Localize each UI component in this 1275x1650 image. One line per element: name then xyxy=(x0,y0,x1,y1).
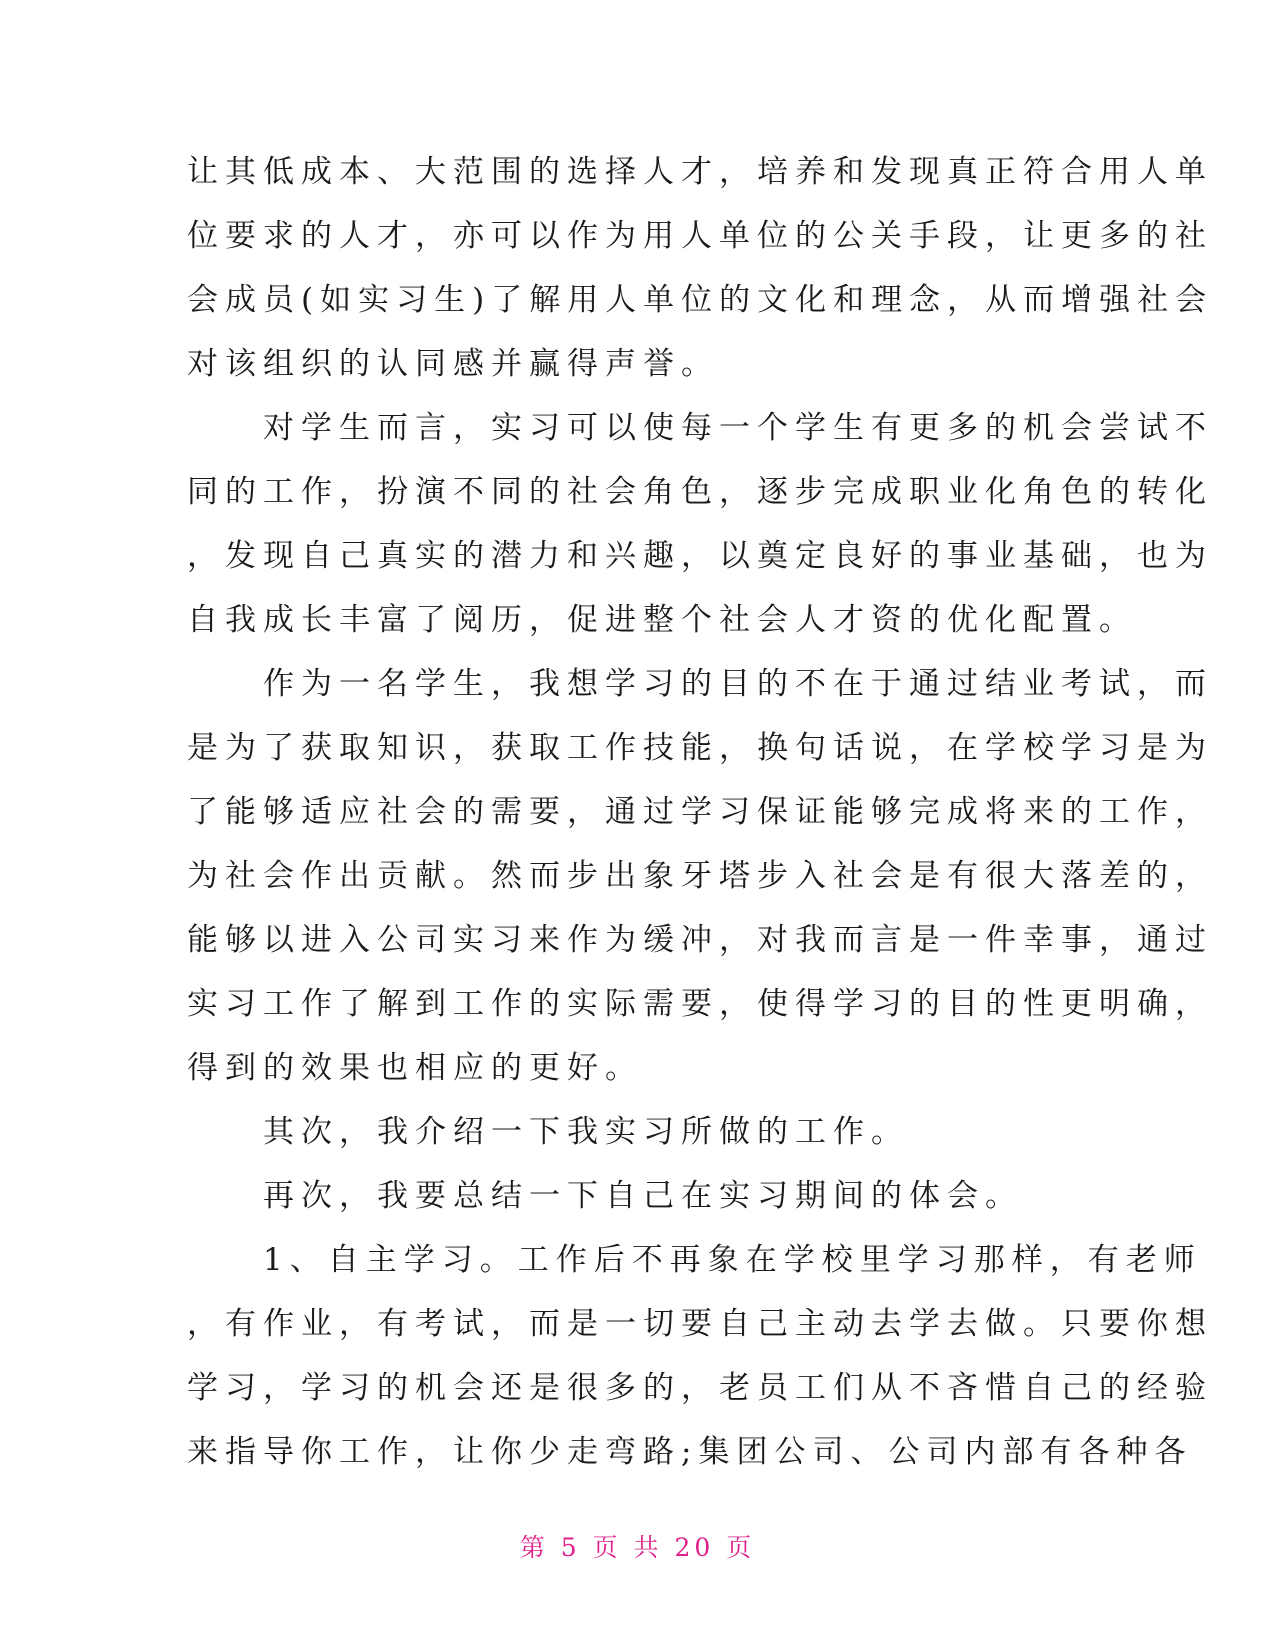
text-line: 是为了获取知识，获取工作技能，换句话说，在学校学习是为 xyxy=(187,730,1213,766)
text-line: 同的工作，扮演不同的社会角色，逐步完成职业化角色的转化 xyxy=(187,474,1213,510)
text-line: ，有作业，有考试，而是一切要自己主动去学去做。只要你想 xyxy=(187,1306,1213,1342)
text-line: 实习工作了解到工作的实际需要，使得学习的目的性更明确， xyxy=(187,986,1213,1022)
text-line: 学习，学习的机会还是很多的，老员工们从不吝惜自己的经验 xyxy=(187,1370,1213,1406)
text-line: 再次，我要总结一下自己在实习期间的体会。 xyxy=(187,1178,1023,1214)
text-line: 得到的效果也相应的更好。 xyxy=(187,1050,643,1086)
text-line: 其次，我介绍一下我实习所做的工作。 xyxy=(187,1114,909,1150)
body-text xyxy=(187,140,1214,1484)
text-line: 1、自主学习。工作后不再象在学校里学习那样，有老师 xyxy=(187,1242,1202,1278)
text-line: 作为一名学生，我想学习的目的不在于通过结业考试，而 xyxy=(187,666,1213,702)
text-line: ，发现自己真实的潜力和兴趣，以奠定良好的事业基础，也为 xyxy=(187,538,1213,574)
text-line: 让其低成本、大范围的选择人才，培养和发现真正符合用人单 xyxy=(187,154,1213,190)
text-line: 对学生而言，实习可以使每一个学生有更多的机会尝试不 xyxy=(187,410,1213,446)
text-line: 位要求的人才，亦可以作为用人单位的公关手段，让更多的社 xyxy=(187,218,1213,254)
text-line: 自我成长丰富了阅历，促进整个社会人才资的优化配置。 xyxy=(187,602,1137,638)
text-line: 了能够适应社会的需要，通过学习保证能够完成将来的工作， xyxy=(187,794,1213,830)
text-line: 会成员(如实习生)了解用人单位的文化和理念，从而增强社会 xyxy=(187,282,1214,318)
page-footer: 第 5 页 共 20 页 xyxy=(519,1533,756,1562)
text-line: 为社会作出贡献。然而步出象牙塔步入社会是有很大落差的， xyxy=(187,858,1213,894)
text-line: 能够以进入公司实习来作为缓冲，对我而言是一件幸事，通过 xyxy=(187,922,1213,958)
text-line: 来指导你工作，让你少走弯路;集团公司、公司内部有各种各 xyxy=(187,1434,1193,1470)
text-line: 对该组织的认同感并赢得声誉。 xyxy=(187,346,719,382)
